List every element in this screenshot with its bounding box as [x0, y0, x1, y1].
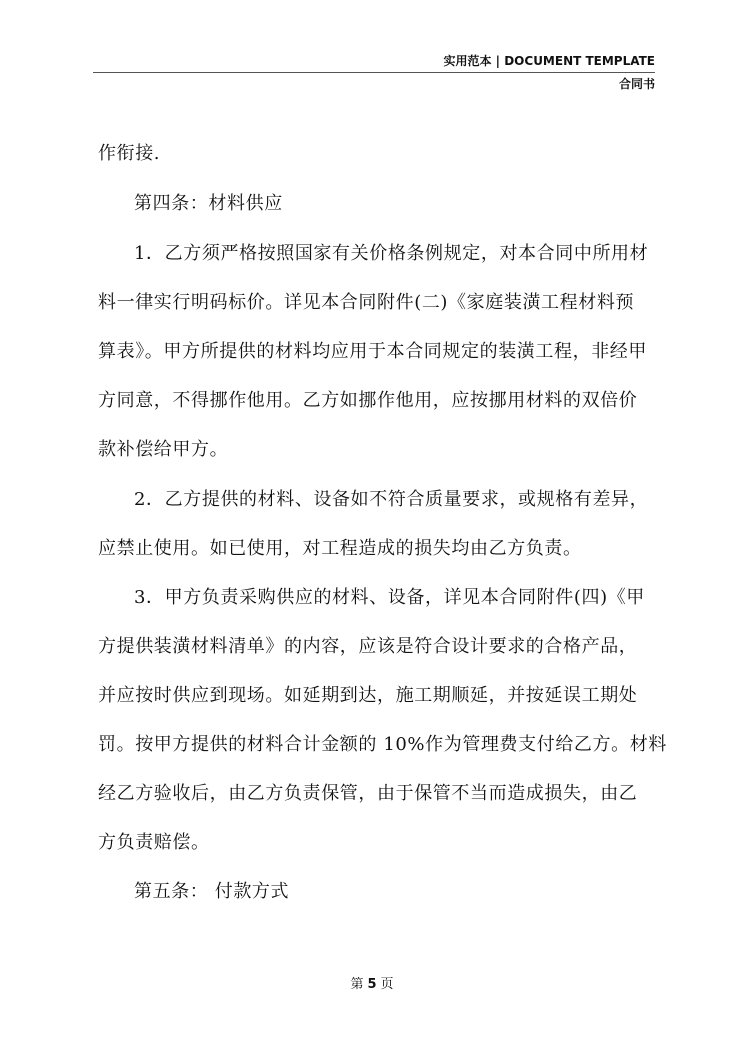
page-number: 5	[367, 977, 377, 992]
body-line: 方负责赔偿。	[98, 832, 210, 853]
body-line: 应禁止使用。如已使用，对工程造成的损失均由乙方负责。	[98, 538, 582, 559]
body-line: 方同意，不得挪作他用。乙方如挪作他用，应按挪用材料的双倍价	[98, 390, 638, 411]
article-heading: 第四条：材料供应	[134, 193, 283, 214]
body-line: 罚。按甲方提供的材料合计金额的 10%作为管理费支付给乙方。材料	[98, 734, 667, 755]
body-line: 款补偿给甲方。	[98, 439, 229, 460]
body-line: 算表》。甲方所提供的材料均应用于本合同规定的装潢工程，非经甲	[98, 341, 647, 362]
header-title: 实用范本 | DOCUMENT TEMPLATE	[443, 54, 655, 68]
body-line: 作衔接.	[98, 143, 161, 164]
page-label-prefix: 第	[350, 977, 364, 992]
article-heading: 第五条： 付款方式	[134, 881, 290, 902]
page-footer	[0, 973, 744, 992]
body-line: 料一律实行明码标价。详见本合同附件(二)《家庭装潢工程材料预	[98, 292, 635, 313]
body-line: 方提供装潢材料清单》的内容，应该是符合设计要求的合格产品，	[98, 636, 638, 657]
page-label-suffix: 页	[380, 977, 394, 992]
header-subtitle: 合同书	[618, 77, 655, 91]
body-line: 2．乙方提供的材料、设备如不符合质量要求，或规格有差异，	[134, 489, 649, 510]
header-divider	[93, 72, 655, 73]
body-line: 1．乙方须严格按照国家有关价格条例规定，对本合同中所用材	[134, 243, 649, 264]
body-line: 经乙方验收后，由乙方负责保管，由于保管不当而造成损失，由乙	[98, 783, 638, 804]
body-line: 3．甲方负责采购供应的材料、设备，详见本合同附件(四)《甲	[134, 587, 645, 608]
body-line: 并应按时供应到现场。如延期到达，施工期顺延，并按延误工期处	[98, 685, 638, 706]
